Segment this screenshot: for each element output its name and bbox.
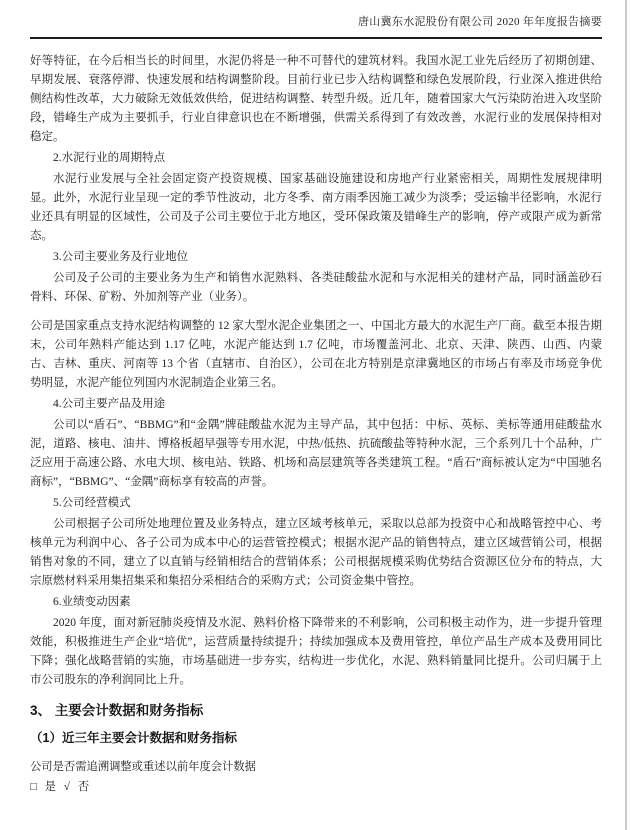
paragraph-industry-cycle: 水泥行业发展与全社会固定资产投资规模、国家基础设施建设和房地产行业紧密相关，周期性发展规律明显。此外，水泥行业呈现一定的季节性波动，北方冬季、南方雨季因施工减少为淡季；受运输半径影响，水泥行业还具有明显的区域性，公司及子公司主要位于北方地区，受环保政策及错峰生产的影响，停产或限产成为新常态。 bbox=[30, 173, 602, 242]
section-heading-main-products: 4.公司主要产品及用途 bbox=[53, 398, 166, 410]
page-header-title: 唐山冀东水泥股份有限公司 2020 年年度报告摘要 bbox=[358, 16, 602, 28]
restatement-question: 公司是否需追溯调整或重述以前年度会计数据 bbox=[30, 761, 256, 773]
no-label: 否 bbox=[77, 781, 90, 793]
section-heading-industry-cycle: 2.水泥行业的周期特点 bbox=[53, 152, 166, 164]
paragraph-industry-overview: 好等特征，在今后相当长的时间里，水泥仍将是一种不可替代的建筑材料。我国水泥工业先后经历了初期创建、早期发展、衰落停滞、快速发展和结构调整阶段。目前行业已步入结构调整和绿色发展阶段，行业深入推进供给侧结构性改革，大力破除无效低效供给，促进结构调整、转型升级。近几年，随着国家大气污染防治进入攻坚阶段，错峰生产成为主要抓手，行业自律意识也在不断增强，供需关系得到了有效改善，水泥行业的发展保持相对稳定。 bbox=[30, 55, 602, 143]
yes-label: 是 bbox=[44, 781, 56, 793]
paragraph-operating-model: 公司根据子公司所处地理位置及业务特点，建立区域考核单元，采取以总部为投资中心和战略管控中心、考核单元为利润中心、各子公司为成本中心的运营管控模式；根据水泥产品的销售特点，建立区域营销公司，根据销售对象的不同，建立了以直销与经销相结合的营销体系；公司根据规模采购优势结合资源区位分布的特点，大宗原燃材料采用集招集采和集招分采相结合的采购方式；公司资金集中管控。 bbox=[30, 518, 602, 587]
restatement-answer bbox=[30, 780, 602, 795]
section-heading-financial-data: 3、 主要会计数据和财务指标 bbox=[30, 703, 204, 718]
subsection-heading-three-year-data: （1）近三年主要会计数据和财务指标 bbox=[30, 731, 237, 745]
paragraph-main-products: 公司以“盾石”、“BBMG”和“金隅”牌硅酸盐水泥为主导产品，其中包括：中标、英标、美标等通用硅酸盐水泥，道路、核电、油井、博格板超早强等专用水泥，中热/低热、抗硫酸盐等特种水泥，三个系列几十个品种，广泛应用于高速公路、水电大坝、核电站、铁路、机场和高层建筑等各类建筑工程。“盾石”商标被认定为“中国驰名商标”，“BBMG”、“金隅”商标享有较高的声誉。 bbox=[30, 419, 602, 488]
checkmark-icon: √ bbox=[63, 781, 70, 793]
paragraph-main-business: 公司及子公司的主要业务为生产和销售水泥熟料、各类硅酸盐水泥和与水泥相关的建材产品，同时涵盖砂石骨料、环保、矿粉、外加剂等产业（业务）。 bbox=[30, 272, 602, 303]
section-heading-performance-factors: 6.业绩变动因素 bbox=[53, 596, 131, 608]
page-right-edge bbox=[625, 0, 627, 830]
report-body bbox=[0, 39, 632, 795]
page-header bbox=[0, 0, 632, 29]
paragraph-industry-position: 公司是国家重点支持水泥结构调整的 12 家大型水泥企业集团之一、中国北方最大的水泥生产厂商。截至本报告期末，公司年熟料产能达到 1.17 亿吨，水泥产能达到 1.7 亿吨，市场覆盖河北、北京、天津、陕西、山西、内蒙古、吉林、重庆、河南等 13 个省（直辖市、自治区），公司在北方特别是京津冀地区的市场占有率及市场竞争优势明显，水泥产能位列国内水泥制造企业第三名。 bbox=[30, 320, 602, 389]
checkbox-unchecked-icon: □ bbox=[30, 781, 37, 793]
section-heading-main-business: 3.公司主要业务及行业地位 bbox=[53, 251, 189, 263]
section-heading-operating-model: 5.公司经营模式 bbox=[53, 497, 131, 509]
paragraph-performance-factors: 2020 年度，面对新冠肺炎疫情及水泥、熟料价格下降带来的不利影响，公司积极主动作为，进一步提升管理效能，积极推进生产企业“培优”，运营质量持续提升；持续加强成本及费用管控，单位产品生产成本及费用同比下降；强化战略营销的实施，市场基础进一步夯实，结构进一步优化，水泥、熟料销量同比提升。公司归属于上市公司股东的净利润同比上升。 bbox=[30, 617, 602, 686]
